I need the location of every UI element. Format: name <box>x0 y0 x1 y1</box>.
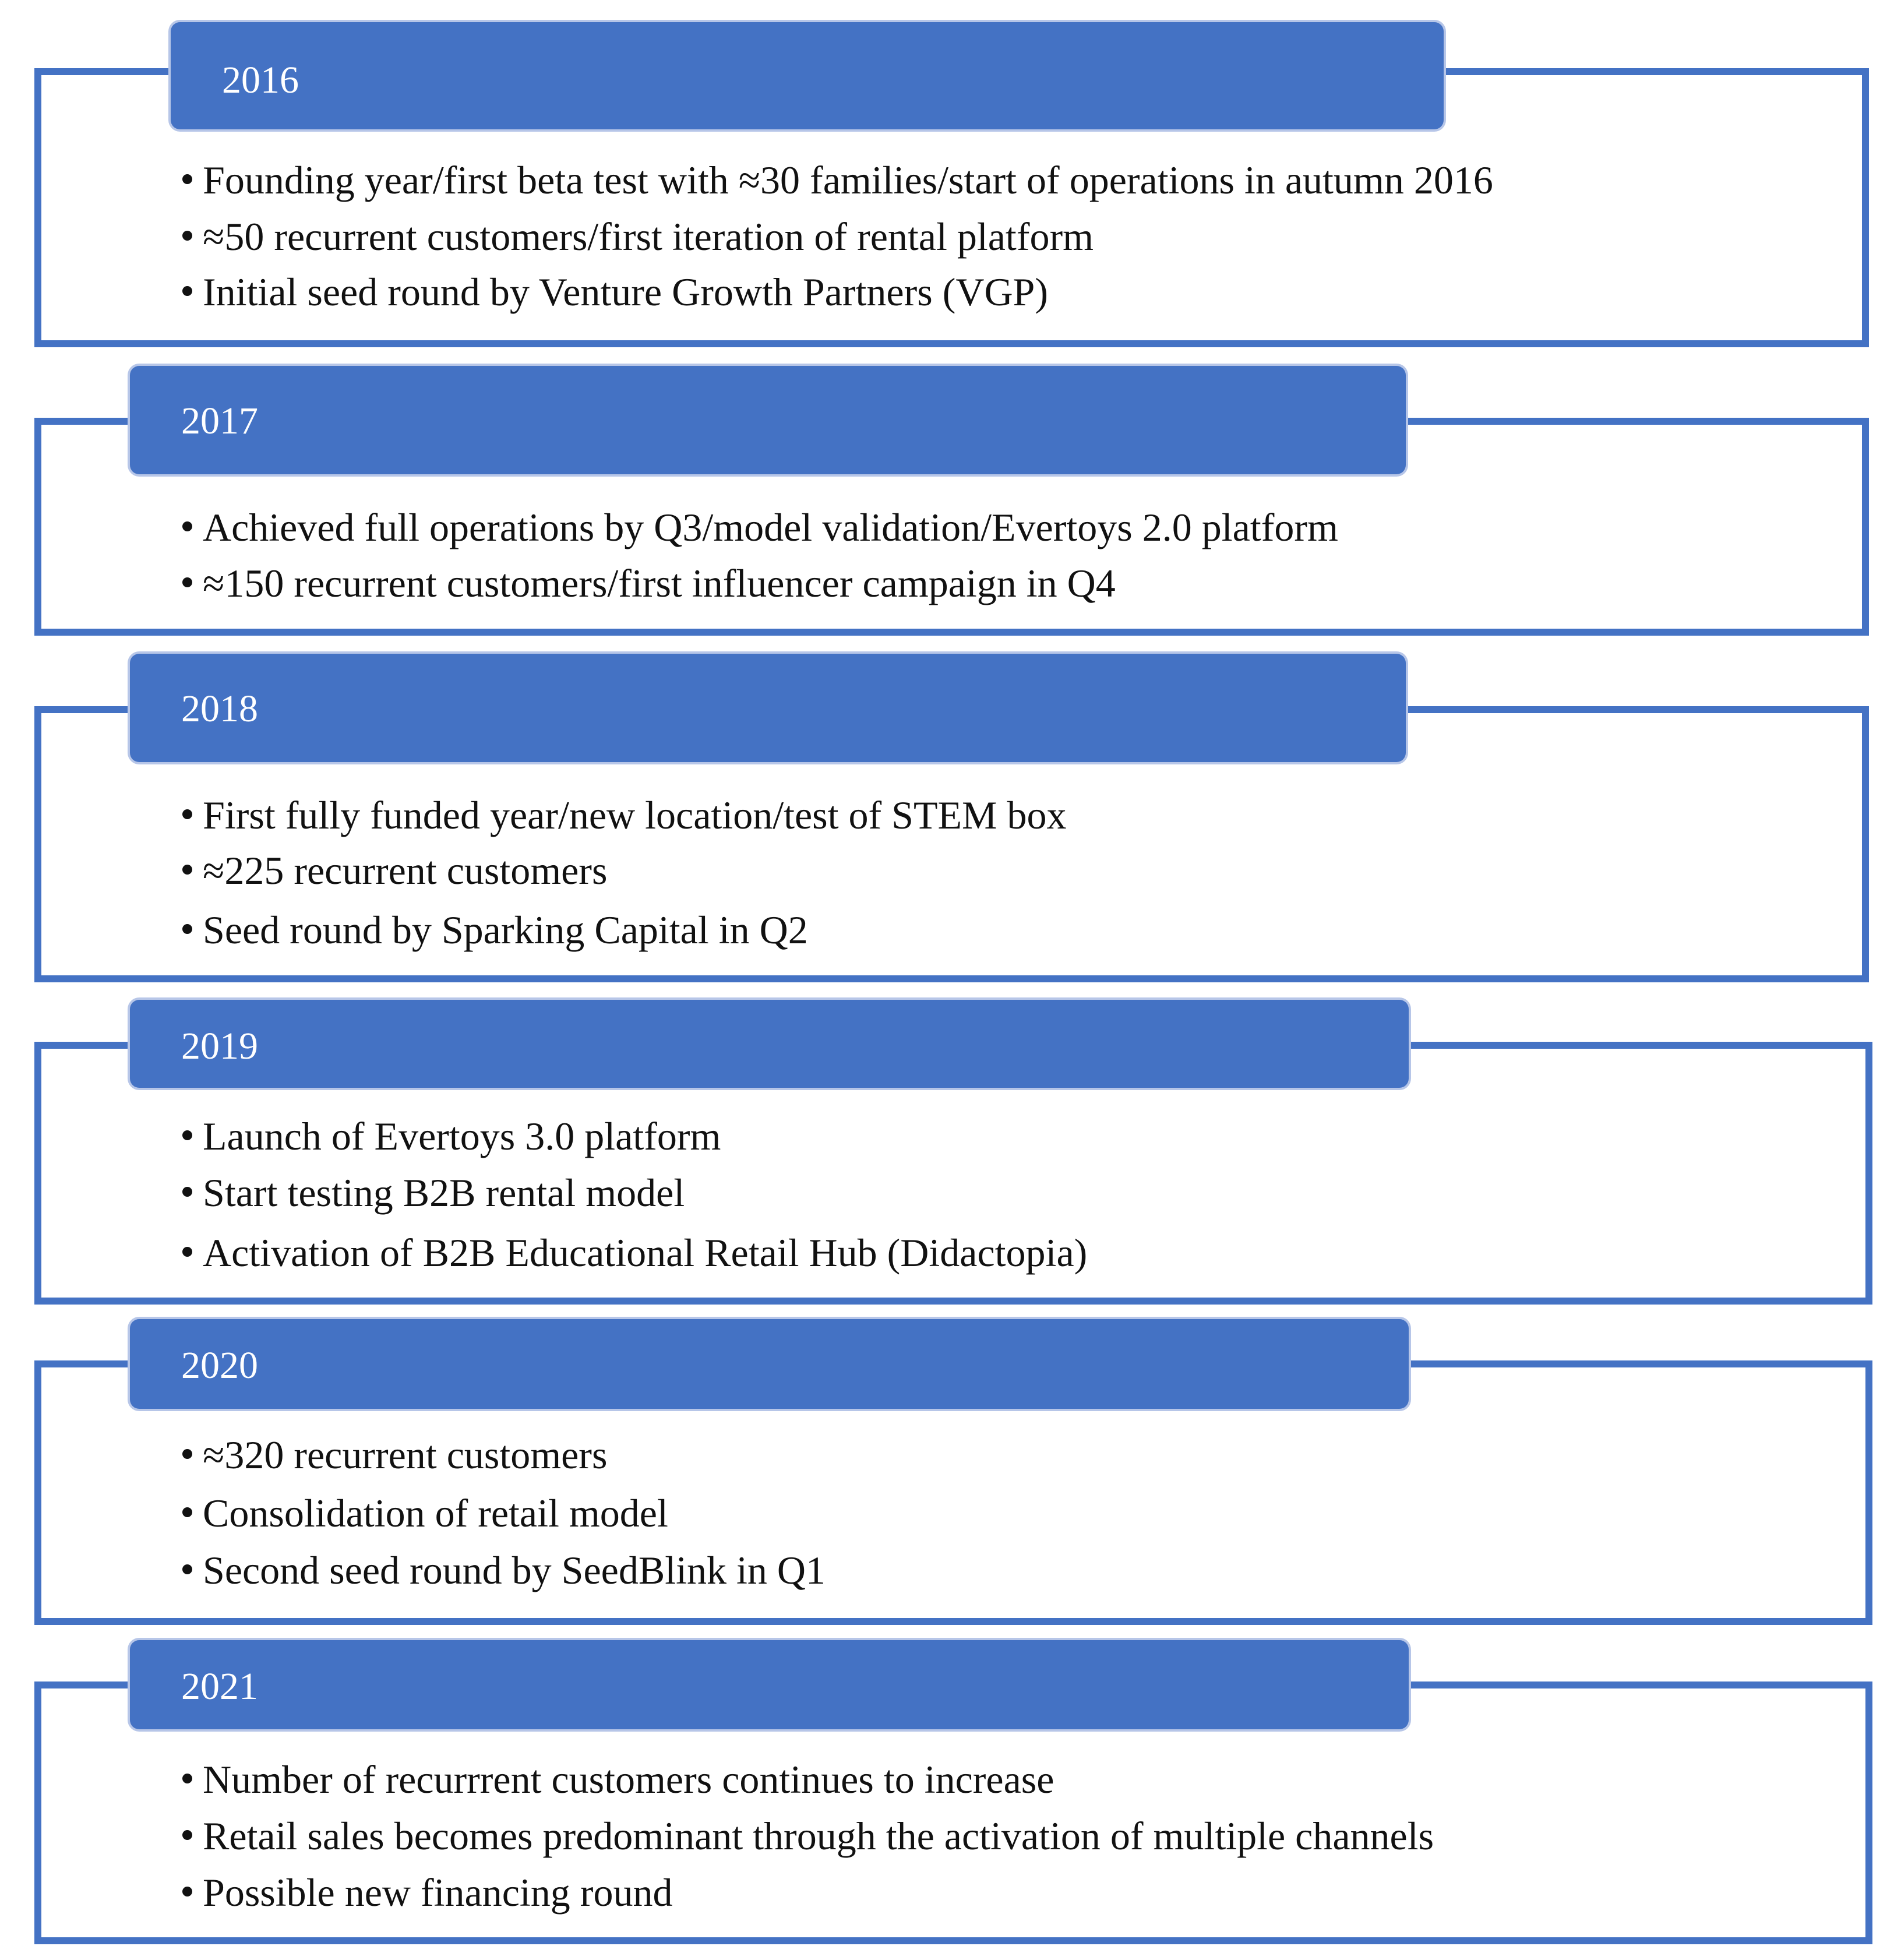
bullet-icon <box>182 1449 192 1459</box>
year-header-2020 <box>130 1319 1409 1409</box>
milestone-item: ≈225 recurrent customers <box>182 851 607 890</box>
bullet-icon <box>182 1774 192 1783</box>
year-label: 2019 <box>181 1025 258 1067</box>
milestone-item: Number of recurrrent customers continues to increase <box>182 1760 1054 1799</box>
milestone-item: Achieved full operations by Q3/model validation/Evertoys 2.0 platform <box>182 507 1338 547</box>
milestone-item: ≈320 recurrent customers <box>182 1435 607 1475</box>
year-header-2018 <box>130 654 1406 762</box>
milestone-item: Possible new financing round <box>182 1873 672 1912</box>
bullet-icon <box>182 865 192 875</box>
bullet-icon <box>182 1507 192 1517</box>
bullet-icon <box>182 1130 192 1140</box>
year-label: 2018 <box>181 688 258 730</box>
milestone-item: Consolidation of retail model <box>182 1493 668 1533</box>
bullet-icon <box>182 1887 192 1896</box>
bullet-icon <box>182 521 192 531</box>
year-label: 2017 <box>181 400 258 442</box>
bullet-icon <box>182 1564 192 1574</box>
year-label: 2021 <box>181 1665 258 1708</box>
bullet-icon <box>182 924 192 934</box>
bullet-icon <box>182 809 192 819</box>
year-header-2017 <box>130 366 1406 474</box>
milestone-item: Founding year/first beta test with ≈30 families/start of operations in autumn 2016 <box>182 160 1493 200</box>
milestone-item: Retail sales becomes predominant through the activation of multiple channels <box>182 1816 1434 1856</box>
year-label: 2020 <box>181 1344 258 1387</box>
milestone-item: ≈150 recurrent customers/first influencer campaign in Q4 <box>182 563 1116 603</box>
bullet-icon <box>182 174 192 184</box>
milestone-item: Launch of Evertoys 3.0 platform <box>182 1116 721 1156</box>
bullet-icon <box>182 231 192 241</box>
milestone-item: First fully funded year/new location/test of STEM box <box>182 795 1067 835</box>
milestone-item: Second seed round by SeedBlink in Q1 <box>182 1550 826 1590</box>
bullet-icon <box>182 1247 192 1257</box>
milestone-item: Seed round by Sparking Capital in Q2 <box>182 910 808 950</box>
year-label: 2016 <box>222 59 299 101</box>
bullet-icon <box>182 286 192 296</box>
bullet-icon <box>182 1187 192 1197</box>
bullet-icon <box>182 1830 192 1840</box>
year-header-2016 <box>171 22 1444 129</box>
year-header-2019 <box>130 1000 1409 1088</box>
milestone-item: ≈50 recurrent customers/first iteration of rental platform <box>182 217 1094 256</box>
bullet-icon <box>182 577 192 587</box>
year-header-2021 <box>130 1640 1409 1729</box>
milestone-item: Activation of B2B Educational Retail Hub (Didactopia) <box>182 1233 1087 1272</box>
milestone-item: Start testing B2B rental model <box>182 1173 685 1212</box>
milestone-item: Initial seed round by Venture Growth Partners (VGP) <box>182 272 1048 312</box>
